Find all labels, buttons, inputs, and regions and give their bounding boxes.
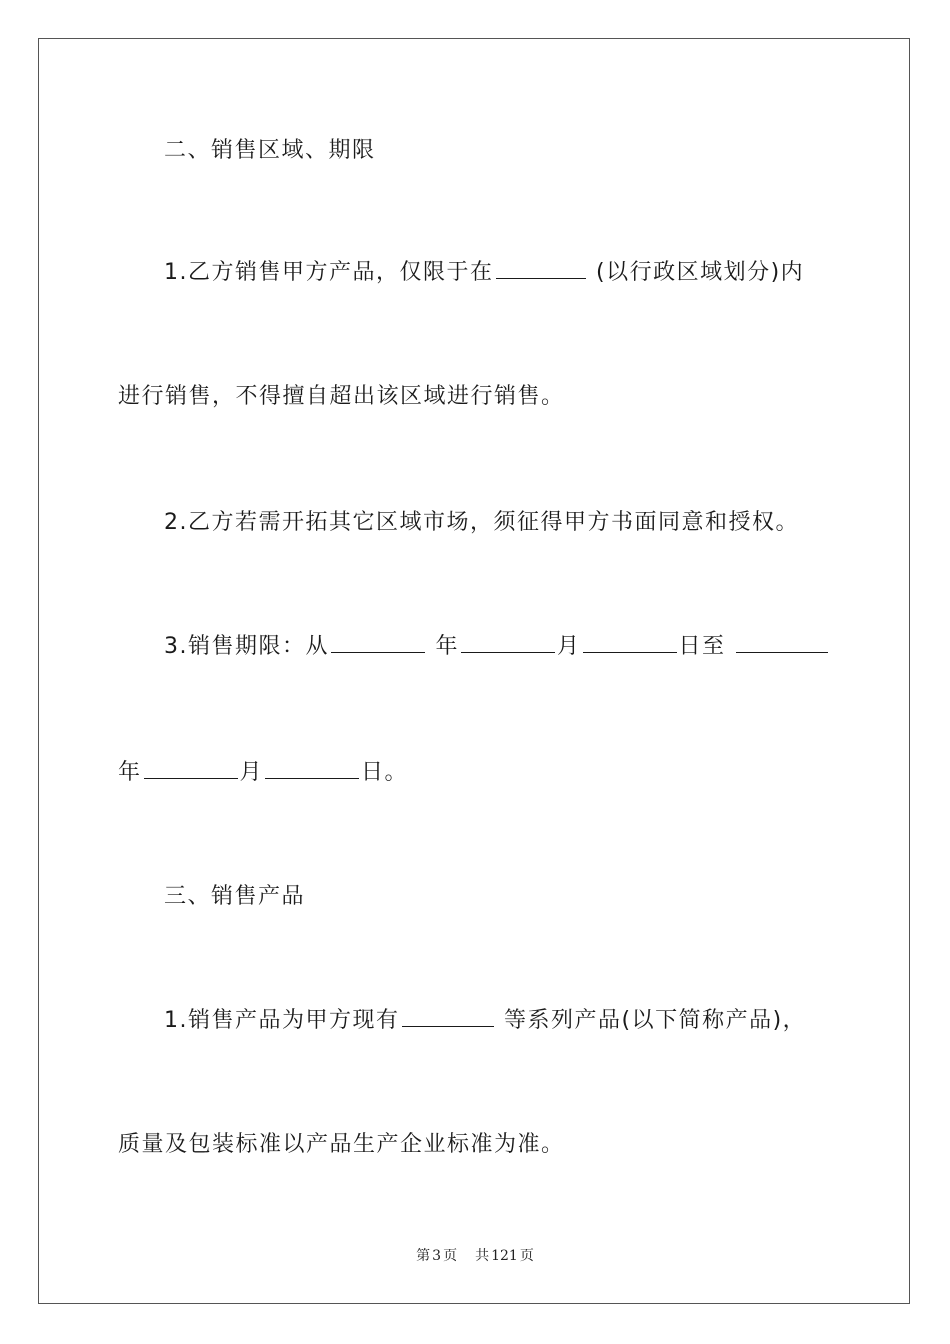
start-month-blank <box>461 632 555 653</box>
end-day-blank <box>265 758 359 779</box>
clause-3-1 <box>164 1006 806 1036</box>
region-blank <box>496 258 586 279</box>
product-blank <box>402 1006 494 1027</box>
clause-2-1-continuation-text: 进行销售，不得擅自超出该区域进行销售。 <box>118 384 565 409</box>
total-prefix: 共 <box>475 1248 490 1264</box>
clause-2-2 <box>164 508 799 538</box>
page-suffix: 页 <box>443 1248 458 1264</box>
page-number: 3 <box>432 1248 442 1264</box>
clause-3-1-text-end: 等系列产品(以下简称产品)， <box>504 1008 807 1033</box>
page-border <box>38 38 910 1304</box>
end-day-label: 日。 <box>361 760 409 785</box>
clause-2-3 <box>164 632 830 662</box>
section-3-heading <box>164 882 305 912</box>
end-year-blank <box>736 632 828 653</box>
start-day-blank <box>583 632 677 653</box>
end-month-blank <box>144 758 238 779</box>
clause-3-1-text-start: 1.销售产品为甲方现有 <box>164 1008 400 1033</box>
end-year-label: 年 <box>118 760 142 785</box>
sales-period-label: 3.销售期限：从 <box>164 634 329 659</box>
start-year-blank <box>331 632 425 653</box>
clause-3-1-continuation <box>118 1130 565 1160</box>
total-suffix: 页 <box>519 1248 534 1264</box>
page-prefix: 第 <box>416 1248 431 1264</box>
start-month-label: 月 <box>557 634 581 659</box>
end-month-label: 月 <box>239 760 264 785</box>
clause-3-1-continuation-text: 质量及包装标准以产品生产企业标准为准。 <box>118 1132 565 1157</box>
page-footer <box>0 1246 950 1266</box>
clause-2-1-text-end: (以行政区域划分)内 <box>596 260 805 285</box>
section-2-heading <box>164 136 376 166</box>
clause-2-1-continuation <box>118 382 565 412</box>
clause-2-2-text: 2.乙方若需开拓其它区域市场，须征得甲方书面同意和授权。 <box>164 510 799 535</box>
clause-2-1-text-start: 1.乙方销售甲方产品，仅限于在 <box>164 260 494 285</box>
start-year-label: 年 <box>435 634 460 659</box>
section-3-heading-text: 三、销售产品 <box>164 884 306 909</box>
total-pages: 121 <box>491 1248 518 1264</box>
clause-2-3-continuation <box>118 758 408 788</box>
section-2-heading-text: 二、销售区域、期限 <box>164 138 376 163</box>
start-day-to-label: 日至 <box>678 634 726 659</box>
clause-2-1 <box>164 258 804 288</box>
